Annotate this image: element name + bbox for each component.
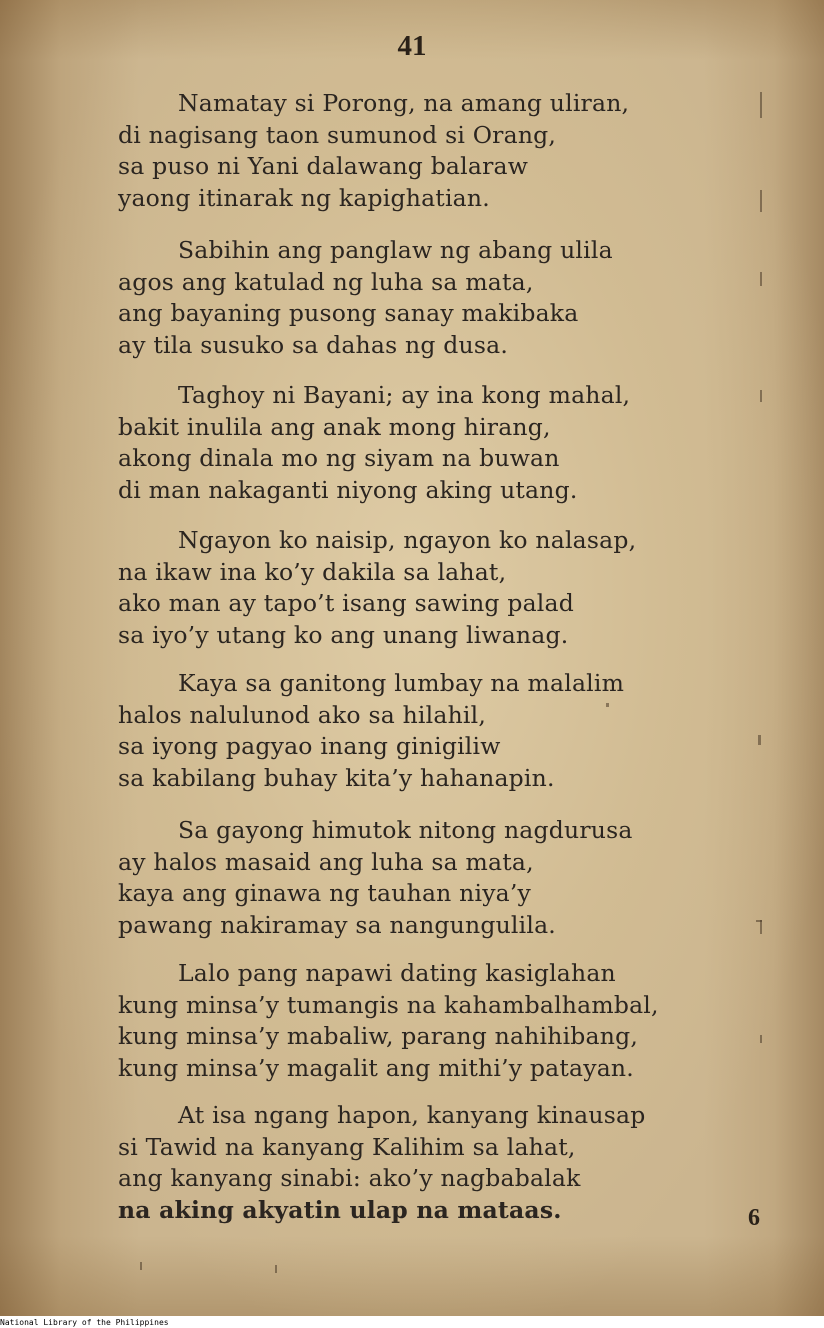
margin-mark xyxy=(760,272,762,286)
verse-line: yaong itinarak ng kapighatian. xyxy=(118,183,490,212)
stanza-2 xyxy=(118,235,718,361)
verse-line: ay halos masaid ang luha sa mata, xyxy=(118,847,534,876)
stanza-4 xyxy=(118,525,718,651)
margin-mark xyxy=(606,703,609,707)
verse-line: kung minsa’y tumangis na kahambalhambal, xyxy=(118,990,659,1019)
footer-credit: National Library of the Philippines xyxy=(0,1318,169,1327)
stanza-5 xyxy=(118,668,718,794)
verse-line: ako man ay tapo’t isang sawing palad xyxy=(118,589,574,617)
verse-line: sa kabilang buhay kita’y hahanapin. xyxy=(118,763,555,792)
verse-line: Ngayon ko naisip, ngayon ko nalasap, xyxy=(178,526,637,554)
margin-mark xyxy=(760,920,762,934)
stanza-6 xyxy=(118,815,718,941)
margin-mark xyxy=(760,390,762,402)
verse-line: agos ang katulad ng luha sa mata, xyxy=(118,267,534,296)
stanza-8 xyxy=(118,1100,718,1226)
verse-line: sa puso ni Yani dalawang balaraw xyxy=(118,152,529,180)
verse-line: At isa ngang hapon, kanyang kinausap xyxy=(178,1101,646,1129)
verse-line: ay tila susuko sa dahas ng dusa. xyxy=(118,330,508,359)
margin-mark xyxy=(760,1035,762,1043)
verse-line: di man nakaganti niyong aking utang. xyxy=(118,475,578,504)
verse-line: na aking akyatin ulap na mataas. xyxy=(118,1195,562,1224)
verse-line: ang bayaning pusong sanay makibaka xyxy=(118,299,579,327)
verse-line: Kaya sa ganitong lumbay na malalim xyxy=(178,669,625,697)
signature-mark: 6 xyxy=(748,1205,760,1231)
margin-mark xyxy=(140,1262,142,1270)
margin-mark xyxy=(275,1265,277,1273)
verse-line: si Tawid na kanyang Kalihim sa lahat, xyxy=(118,1132,576,1161)
verse-line: kung minsa’y mabaliw, parang nahihibang, xyxy=(118,1022,638,1050)
margin-mark xyxy=(760,190,762,212)
verse-line: Taghoy ni Bayani; ay ina kong mahal, xyxy=(178,381,631,409)
verse-line: kaya ang ginawa ng tauhan niya’y xyxy=(118,879,532,907)
verse-line: di nagisang taon sumunod si Orang, xyxy=(118,120,557,149)
verse-line: na ikaw ina ko’y dakila sa lahat, xyxy=(118,557,507,586)
verse-line: halos nalulunod ako sa hilahil, xyxy=(118,700,487,729)
stanza-7 xyxy=(118,958,718,1084)
stanza-3 xyxy=(118,380,718,506)
verse-line: Namatay si Porong, na amang uliran, xyxy=(178,89,630,117)
stanza-1 xyxy=(118,88,718,214)
verse-line: sa iyo’y utang ko ang unang liwanag. xyxy=(118,620,569,649)
verse-line: ang kanyang sinabi: ako’y nagbabalak xyxy=(118,1164,581,1192)
verse-line: akong dinala mo ng siyam na buwan xyxy=(118,444,560,472)
verse-line: kung minsa’y magalit ang mithi’y patayan. xyxy=(118,1053,634,1082)
verse-line: bakit inulila ang anak mong hirang, xyxy=(118,412,551,441)
margin-mark xyxy=(758,735,761,745)
page-number: 41 xyxy=(397,30,427,62)
verse-line: Lalo pang napawi dating kasiglahan xyxy=(178,959,616,987)
verse-line: Sa gayong himutok nitong nagdurusa xyxy=(178,816,633,844)
verse-line: Sabihin ang panglaw ng abang ulila xyxy=(178,236,613,264)
margin-mark xyxy=(760,92,762,118)
verse-line: pawang nakiramay sa nangungulila. xyxy=(118,910,556,939)
verse-line: sa iyong pagyao inang ginigiliw xyxy=(118,732,501,760)
